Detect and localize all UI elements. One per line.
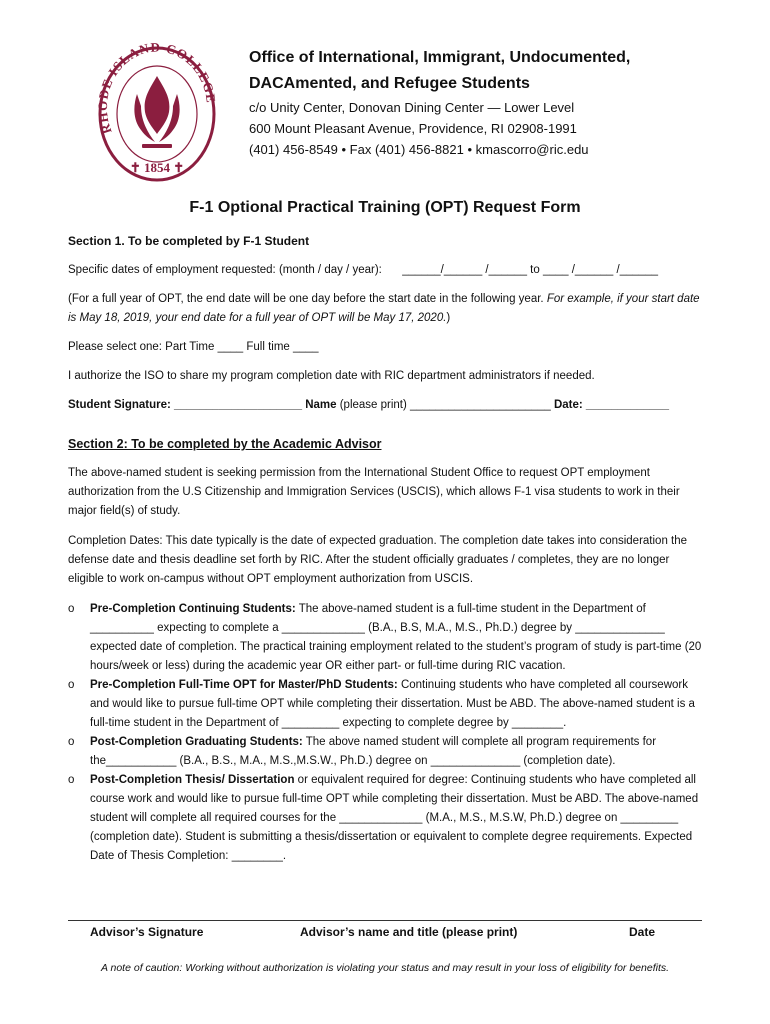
section1-heading: Section 1. To be completed by F-1 Student [68,234,310,248]
option-title: Post-Completion Graduating Students: [90,736,303,748]
full-year-note-close: ) [446,312,451,324]
seal-lettering: R DE ISLAND COLLEG [97,39,217,136]
authorization-statement: I authorize the ISO to share my program completion date with RIC department administrators if needed. [68,370,595,382]
advisor-signature-line[interactable] [68,920,702,921]
employment-dates-row [68,261,708,280]
option-post-completion-graduating[interactable] [68,733,708,771]
option-bullet-icon: o [68,774,75,786]
rhode-island-college-seal [97,38,217,183]
student-name-label: Name [305,399,337,411]
option-text: The above-named student is a full-time student in the Department of __________ expecting to complete a _____________ (B.A., B.S, M.A., M.S., Ph.D.) degree by ______________ expected date of completion. The practical training employment related to the student’s program of study is part-time (20 hours/week or less) during the academic year OR either part- or full-time during RIC vacation. [90,603,702,672]
student-name-field[interactable]: (please print) ______________________ [339,399,551,411]
caution-note: A note of caution: Working without authorization is violating your status and may result in your loss of eligibility for benefits. [100,962,670,974]
full-year-example: For example, if your start date is May 18, 2019, your end date for a full year of OPT will be May 17, 2020. [68,293,700,324]
employment-dates-field[interactable]: ______/______ /______ to ____ /______ /______ [402,264,659,276]
seal-year: ✝ 1854 ✝ [129,160,185,175]
form-title: F-1 Optional Practical Training (OPT) Request Form [189,199,581,216]
advisor-options-list [68,600,708,866]
office-address-line2: 600 Mount Pleasant Avenue, Providence, RI 02908-1991 [249,121,577,136]
full-year-note-text: (For a full year of OPT, the end date will be one day before the start date in the following year. [68,293,544,305]
student-date-field[interactable]: Date: _____________ [553,399,670,411]
office-address-line1: c/o Unity Center, Donovan Dining Center — Lower Level [249,100,575,115]
option-text: The above named student will complete all program requirements for the___________ (B.A., B.S., M.A., M.S.,M.S.W., Ph.D.) degree on ______________ (completion date). [90,736,657,767]
form-content [68,232,708,866]
section2-intro: The above-named student is seeking permission from the International Student Office to request OPT employment authorization from the U.S Citizenship and Immigration Services (USCIS), which allows F-1 visa students to work in their major field(s) of study. [68,467,680,517]
full-year-note [68,290,708,328]
section2-heading: Section 2: To be completed by the Academic Advisor [68,437,382,451]
option-title: Post-Completion Thesis/ Dissertation [90,774,295,786]
student-signature-row [68,396,708,415]
advisor-signature-label: Advisor’s Signature [90,925,204,939]
employment-dates-label: Specific dates of employment requested: (month / day / year): [68,264,382,276]
advisor-date-label: Date [629,925,656,939]
option-pre-completion-fulltime[interactable] [68,676,708,733]
option-title: Pre-Completion Full-Time OPT for Master/PhD Students: [90,679,398,691]
option-bullet-icon: o [68,736,75,748]
option-bullet-icon: o [68,603,75,615]
office-header [249,45,719,160]
option-post-completion-thesis[interactable] [68,771,708,866]
option-title: Pre-Completion Continuing Students: [90,603,296,615]
option-text: or equivalent required for degree: Continuing students who have completed all course work and would like to pursue full-time OPT while completing their dissertation. Must be ABD. The above-named student will complete all required courses for the _____________ (M.A., M.S., M.S.W, Ph.D.) degree on _________ (completion date). Student is submitting a thesis/dissertation or equivalent to complete degree requirements. Expected Date of Thesis Completion: ________. [90,774,699,862]
office-contact: (401) 456-8549 • Fax (401) 456-8821 • kmascorro@ric.edu [249,142,589,157]
office-title-line1: Office of International, Immigrant, Undocumented, [249,49,631,66]
office-title-line2: DACAmented, and Refugee Students [249,75,530,92]
advisor-name-title-label: Advisor’s name and title (please print) [300,925,518,939]
flame-icon [134,76,179,148]
completion-dates-paragraph: Completion Dates: This date typically is the date of expected graduation. The completion date takes into consideration the defense date and thesis deadline set forth by RIC. After the student officially graduates / completes, they are no longer eligible to work on-campus without OPT employment authorization from USCIS. [68,535,688,585]
option-pre-completion-continuing[interactable] [68,600,708,676]
employment-type-select[interactable]: Please select one: Part Time ____ Full time ____ [68,341,319,353]
option-text: Continuing students who have completed all coursework and would like to pursue full-time OPT while completing their dissertation. Must be ABD. The above-named student is a full-time student in the Department of _________ expecting to complete degree by ________. [90,679,695,729]
student-signature-field[interactable]: Student Signature: ____________________ [68,399,302,411]
option-bullet-icon: o [68,679,75,691]
